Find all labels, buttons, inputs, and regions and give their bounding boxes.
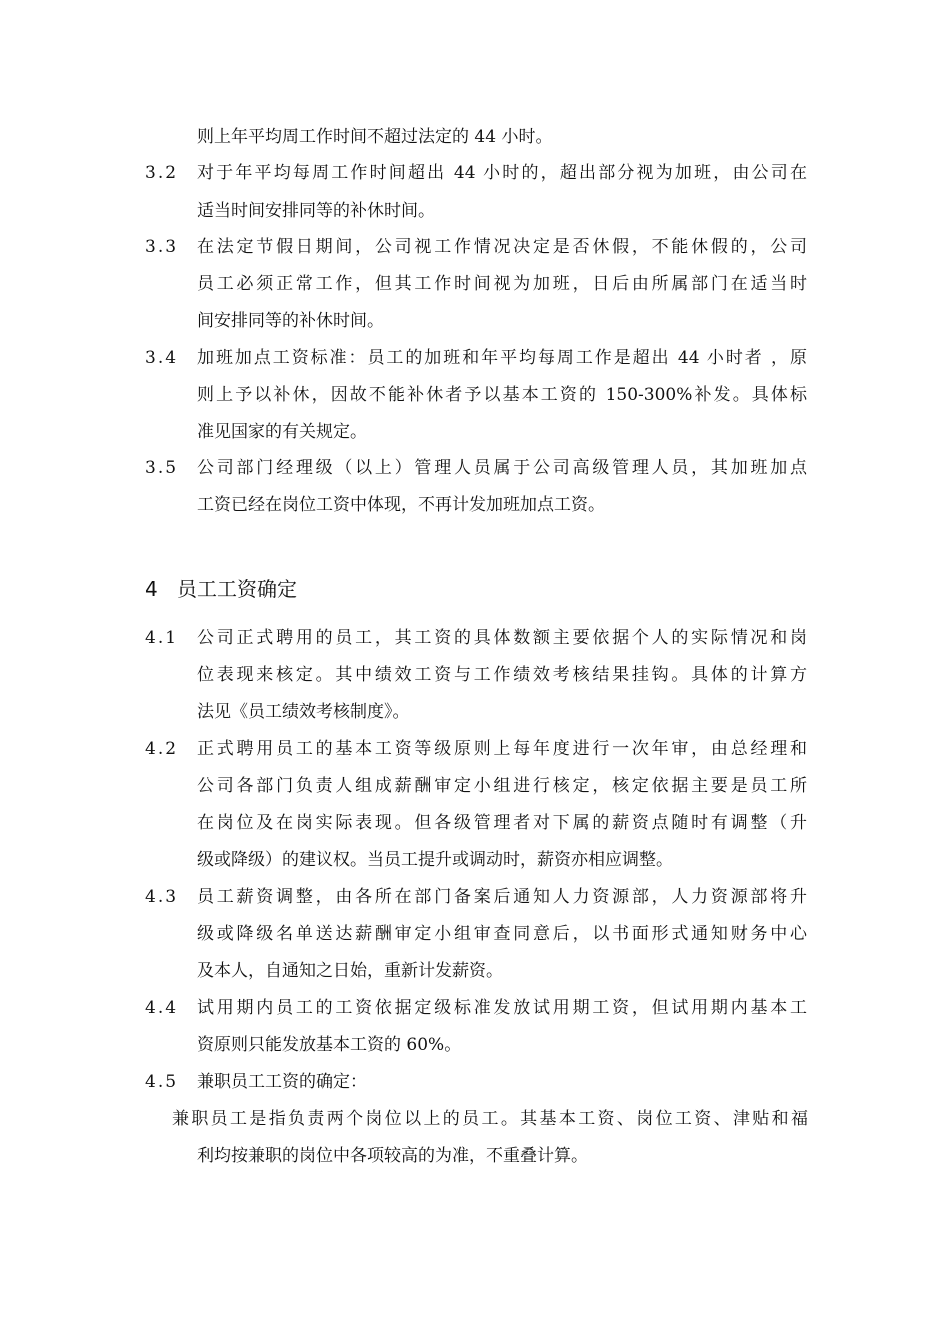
section-heading <box>145 576 297 602</box>
item-number-4-3: 4.3 <box>145 887 179 907</box>
paragraph-line: 员工必须正常工作，但其工作时间视为加班，日后由所属部门在适当时 <box>197 274 807 294</box>
paragraph-line: 公司部门经理级（以上）管理人员属于公司高级管理人员，其加班加点 <box>197 458 807 478</box>
item-number-3-3: 3.3 <box>145 237 179 257</box>
paragraph-line: 公司各部门负责人组成薪酬审定小组进行核定，核定依据主要是员工所 <box>197 776 807 796</box>
paragraph-line: 加班加点工资标准：员工的加班和年平均每周工作是超出 44 小时者 ，原 <box>197 348 807 368</box>
paragraph-line: 位表现来核定。其中绩效工资与工作绩效考核结果挂钩。具体的计算方 <box>197 665 807 685</box>
item-number-4-1: 4.1 <box>145 628 179 648</box>
paragraph-line: 准见国家的有关规定。 <box>197 422 367 442</box>
paragraph-line: 级或降级名单送达薪酬审定小组审查同意后，以书面形式通知财务中心 <box>197 924 807 944</box>
paragraph-line: 公司正式聘用的员工，其工资的具体数额主要依据个人的实际情况和岗 <box>197 628 807 648</box>
section-heading-number: 4 <box>145 577 158 601</box>
paragraph-line: 在法定节假日期间，公司视工作情况决定是否休假，不能休假的，公司 <box>197 237 807 257</box>
section-heading-title: 员工工资确定 <box>177 577 297 601</box>
item-number-4-2: 4.2 <box>145 739 179 759</box>
paragraph-line: 对于年平均每周工作时间超出 44 小时的，超出部分视为加班，由公司在 <box>197 163 807 183</box>
paragraph-line: 正式聘用员工的基本工资等级原则上每年度进行一次年审，由总经理和 <box>197 739 807 759</box>
paragraph-line: 兼职员工工资的确定： <box>197 1072 367 1092</box>
item-number-4-4: 4.4 <box>145 998 179 1018</box>
paragraph-line: 工资已经在岗位工资中体现，不再计发加班加点工资。 <box>197 495 605 515</box>
paragraph-line: 兼职员工是指负责两个岗位以上的员工。其基本工资、岗位工资、津贴和福 <box>172 1109 808 1129</box>
paragraph-line: 在岗位及在岗实际表现。但各级管理者对下属的薪资点随时有调整（升 <box>197 813 807 833</box>
paragraph-line: 资原则只能发放基本工资的 60%。 <box>197 1035 462 1055</box>
item-number-3-2: 3.2 <box>145 163 179 183</box>
paragraph-line: 试用期内员工的工资依据定级标准发放试用期工资，但试用期内基本工 <box>197 998 807 1018</box>
paragraph-line: 间安排同等的补休时间。 <box>197 311 384 331</box>
paragraph-line: 则上予以补休，因故不能补休者予以基本工资的 150-300%补发。具体标 <box>197 385 807 405</box>
paragraph-line: 法见《员工绩效考核制度》。 <box>197 702 410 722</box>
paragraph-line: 适当时间安排同等的补休时间。 <box>197 201 435 221</box>
paragraph-line: 则上年平均周工作时间不超过法定的 44 小时。 <box>197 127 553 147</box>
paragraph-line: 及本人，自通知之日始，重新计发薪资。 <box>197 961 503 981</box>
item-number-3-5: 3.5 <box>145 458 179 478</box>
item-number-3-4: 3.4 <box>145 348 179 368</box>
paragraph-line: 员工薪资调整，由各所在部门备案后通知人力资源部，人力资源部将升 <box>197 887 807 907</box>
paragraph-line: 级或降级）的建议权。当员工提升或调动时，薪资亦相应调整。 <box>197 850 673 870</box>
paragraph-line: 利均按兼职的岗位中各项较高的为准，不重叠计算。 <box>197 1146 588 1166</box>
item-number-4-5: 4.5 <box>145 1072 179 1092</box>
